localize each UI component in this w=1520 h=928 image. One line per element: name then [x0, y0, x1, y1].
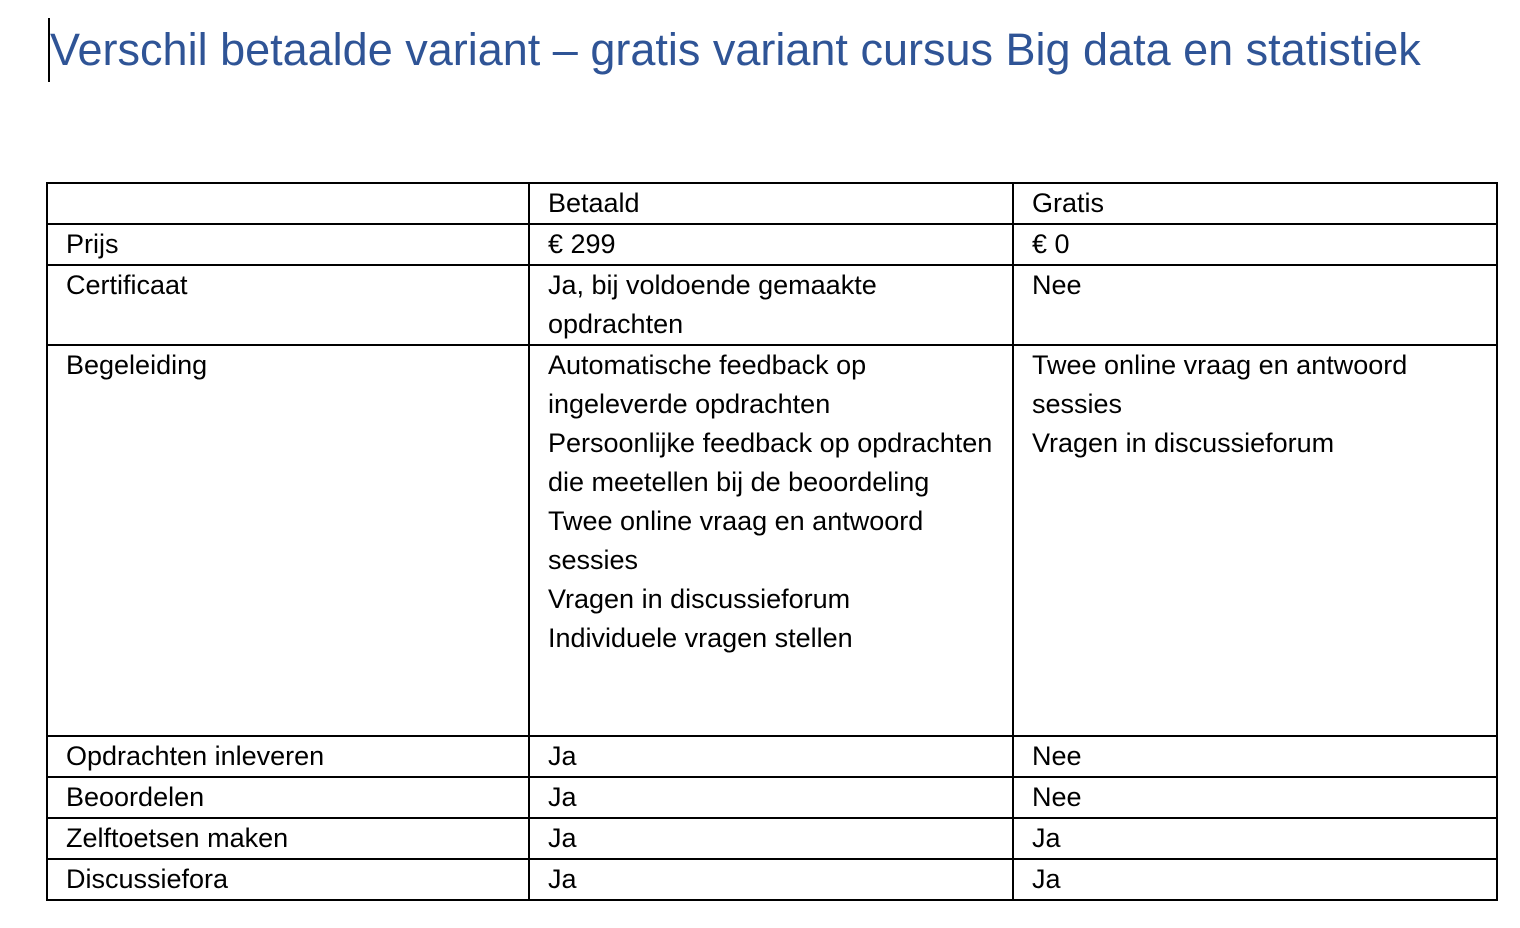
header-cell-betaald[interactable]: Betaald [529, 183, 1013, 224]
begeleiding-betaald-item: Individuele vragen stellen [548, 623, 853, 653]
table-row-beoordelen [47, 777, 1497, 818]
table-row-certificaat [47, 265, 1497, 345]
cell-gratis-zelftoetsen-maken[interactable]: Ja [1013, 818, 1497, 859]
cell-betaald-certificaat[interactable]: Ja, bij voldoende gemaakte opdrachten [529, 265, 1013, 345]
comparison-table [46, 182, 1498, 901]
begeleiding-betaald-item: Twee online vraag en antwoord sessies [548, 506, 924, 575]
row-label-prijs[interactable]: Prijs [47, 224, 529, 265]
cell-betaald-prijs[interactable]: € 299 [529, 224, 1013, 265]
table-row-zelftoetsen-maken [47, 818, 1497, 859]
cell-gratis-certificaat[interactable]: Nee [1013, 265, 1497, 345]
row-label-discussiefora[interactable]: Discussiefora [47, 859, 529, 900]
table-row-begeleiding [47, 345, 1497, 736]
cell-gratis-prijs[interactable]: € 0 [1013, 224, 1497, 265]
table-row-prijs [47, 224, 1497, 265]
cell-betaald-begeleiding[interactable] [529, 345, 1013, 736]
begeleiding-betaald-item: Vragen in discussieforum [548, 584, 851, 614]
table-row-opdrachten-inleveren [47, 736, 1497, 777]
begeleiding-gratis-item: Vragen in discussieforum [1032, 428, 1335, 458]
cell-gratis-beoordelen[interactable]: Nee [1013, 777, 1497, 818]
begeleiding-gratis-item: Twee online vraag en antwoord sessies [1032, 350, 1408, 419]
row-label-zelftoetsen-maken[interactable]: Zelftoetsen maken [47, 818, 529, 859]
cell-betaald-discussiefora[interactable]: Ja [529, 859, 1013, 900]
header-cell-empty[interactable] [47, 183, 529, 224]
cell-betaald-opdrachten-inleveren[interactable]: Ja [529, 736, 1013, 777]
table-row-discussiefora [47, 859, 1497, 900]
row-label-begeleiding[interactable]: Begeleiding [47, 345, 529, 736]
cell-gratis-begeleiding[interactable] [1013, 345, 1497, 736]
cell-gratis-discussiefora[interactable]: Ja [1013, 859, 1497, 900]
row-label-beoordelen[interactable]: Beoordelen [47, 777, 529, 818]
table-header-row [47, 183, 1497, 224]
document-title[interactable]: Verschil betaalde variant – gratis variant cursus Big data en statistiek [50, 24, 1421, 75]
row-label-opdrachten-inleveren[interactable]: Opdrachten inleveren [47, 736, 529, 777]
row-label-certificaat[interactable]: Certificaat [47, 265, 529, 345]
cell-betaald-zelftoetsen-maken[interactable]: Ja [529, 818, 1013, 859]
begeleiding-betaald-item: Persoonlijke feedback op opdrachten die meetellen bij de beoordeling [548, 428, 993, 497]
cell-gratis-opdrachten-inleveren[interactable]: Nee [1013, 736, 1497, 777]
begeleiding-betaald-item: Automatische feedback op ingeleverde opdrachten [548, 350, 867, 419]
cell-betaald-beoordelen[interactable]: Ja [529, 777, 1013, 818]
header-cell-gratis[interactable]: Gratis [1013, 183, 1497, 224]
